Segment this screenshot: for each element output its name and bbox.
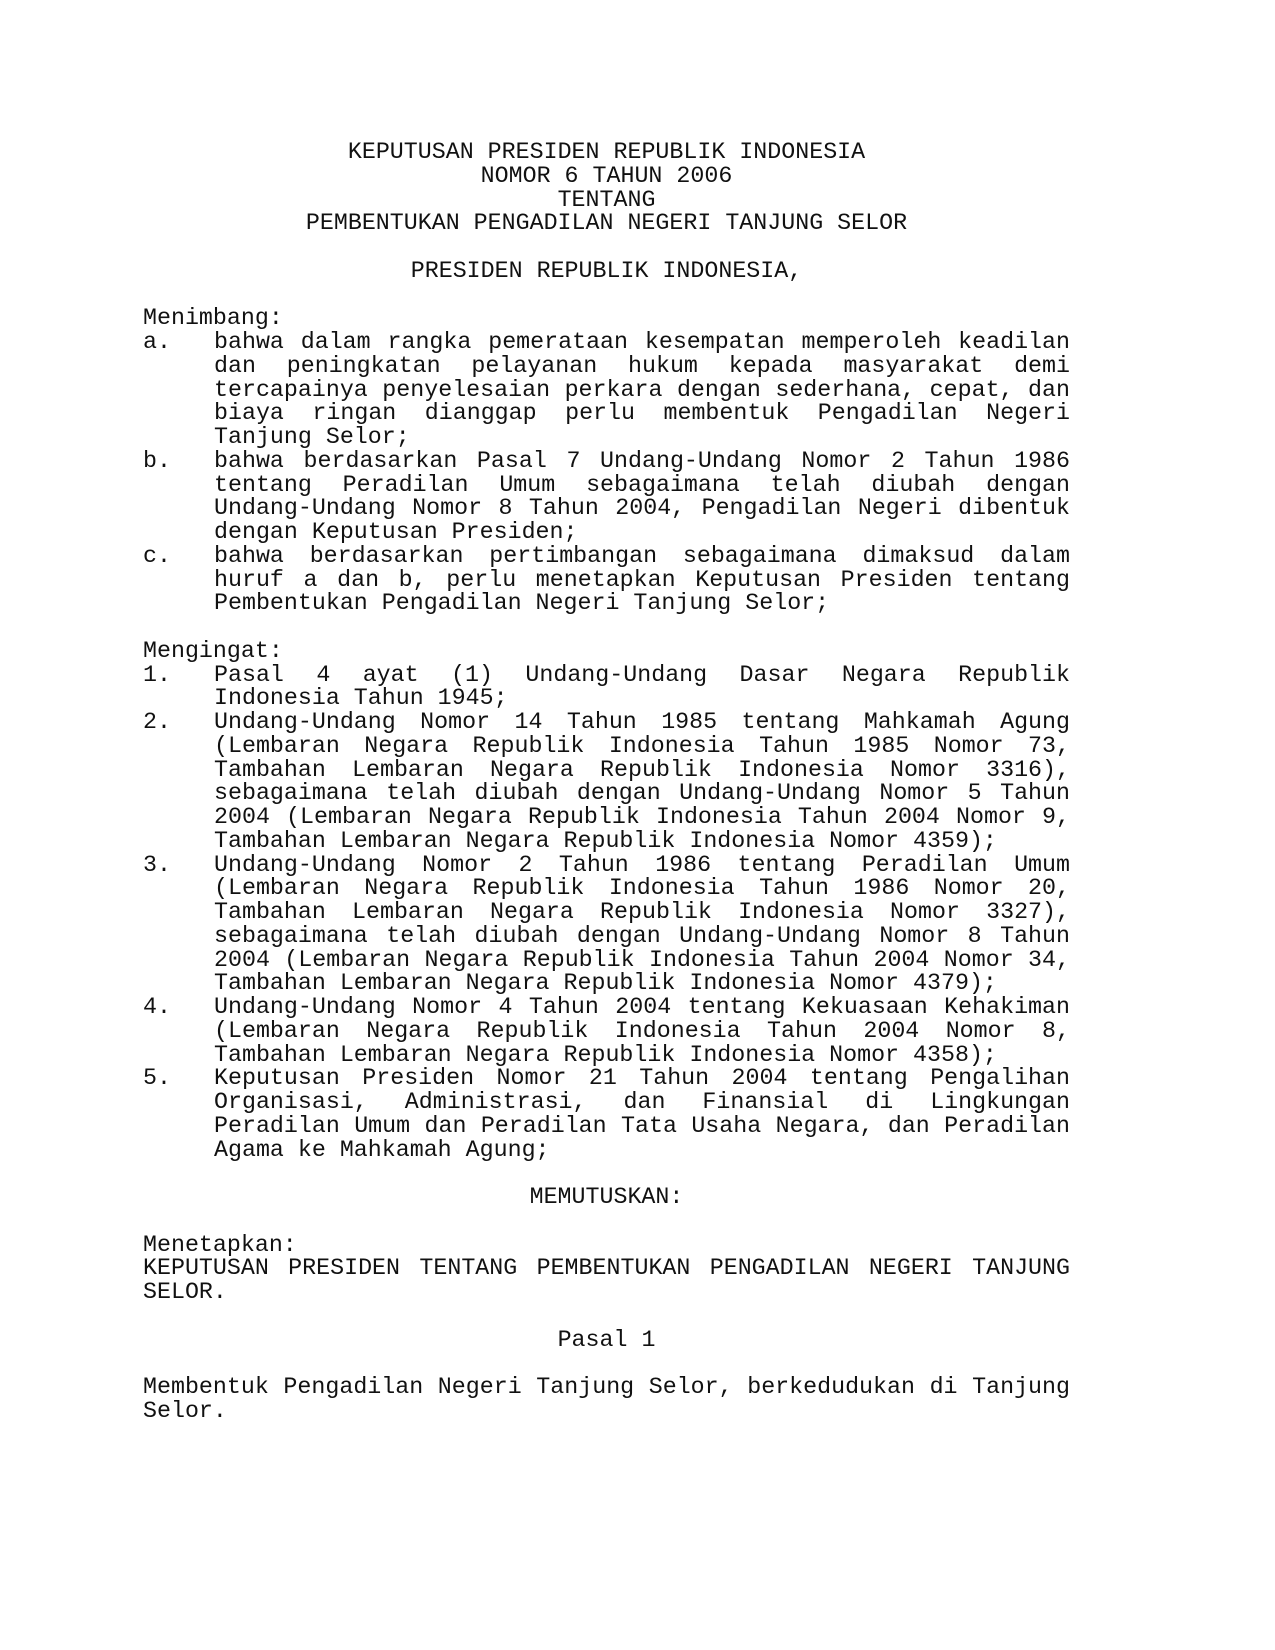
text-line: Undang-Undang Nomor 4 Tahun 2004 tentang Kekuasaan Kehakiman [214,994,1070,1020]
text-line: 2004 (Lembaran Negara Republik Indonesia Tahun 2004 Nomor 34, [214,946,1070,973]
text-line: Undang-Undang Nomor 2 Tahun 1986 tentang Peradilan Umum [214,851,1070,878]
item-text [214,1067,1070,1162]
mengingat-item-3 [143,851,1070,997]
mengingat-label: Mengingat: [143,637,283,664]
mengingat-item-5 [143,1067,1070,1162]
text-line: Indonesia Tahun 1945; [214,685,508,712]
item-text [214,711,1070,854]
mengingat-item-4 [143,996,1070,1067]
pasal-1-text [143,1376,1070,1424]
text-line: Tambahan Lembaran Negara Republik Indonesia Nomor 4358); [214,1041,997,1068]
item-marker: a. [143,329,171,355]
decree-document [143,141,1070,1424]
text-line: bahwa berdasarkan pertimbangan sebagaimana dimaksud dalam [214,542,1070,569]
text-line: SELOR. [143,1279,227,1305]
text-line: bahwa dalam rangka pemerataan kesempatan memperoleh keadilan [214,329,1070,355]
title-line-4: PEMBENTUKAN PENGADILAN NEGERI TANJUNG SELOR [305,210,908,237]
blank-line [143,1162,1070,1186]
text-line: Organisasi, Administrasi, dan Finansial di Lingkungan [214,1089,1070,1115]
mengingat-item-2 [143,711,1070,854]
item-marker: 5. [143,1065,171,1092]
blank-line [143,1352,1070,1376]
item-text [214,542,1070,617]
mengingat-item-1 [143,661,1070,712]
text-line: Membentuk Pengadilan Negeri Tanjung Selor, berkedudukan di Tanjung [143,1374,1070,1400]
text-line: sebagaimana telah diubah dengan Undang-Undang Nomor 8 Tahun [214,922,1070,949]
president-heading: PRESIDEN REPUBLIK INDONESIA, [410,257,803,284]
menimbang-item-b [143,447,1070,545]
text-line: Tambahan Lembaran Negara Republik Indonesia Nomor 3327), [214,899,1070,925]
item-marker: 3. [143,851,171,878]
text-line: 2004 (Lembaran Negara Republik Indonesia Tahun 2004 Nomor 9, [214,804,1070,830]
text-line: Tambahan Lembaran Negara Republik Indonesia Nomor 4379); [214,970,997,997]
menimbang-label: Menimbang: [143,305,283,332]
text-line: (Lembaran Negara Republik Indonesia Tahun 1985 Nomor 73, [214,732,1070,759]
text-line: bahwa berdasarkan Pasal 7 Undang-Undang Nomor 2 Tahun 1986 [214,447,1070,474]
title-line-2: NOMOR 6 TAHUN 2006 [480,162,733,189]
text-line: (Lembaran Negara Republik Indonesia Tahun 2004 Nomor 8, [214,1017,1070,1044]
text-line: Pembentukan Pengadilan Negeri Tanjung Selor; [214,590,830,617]
menimbang-item-a [143,331,1070,450]
text-line: Pasal 4 ayat (1) Undang-Undang Dasar Negara Republik [214,661,1070,688]
blank-line [143,1305,1070,1329]
item-text [214,996,1070,1067]
text-line: tercapainya penyelesaian perkara dengan sederhana, cepat, dan [214,376,1070,403]
item-marker: 1. [143,661,171,688]
item-marker: b. [143,447,171,474]
pasal-1-heading: Pasal 1 [557,1326,656,1353]
text-line: Undang-Undang Nomor 8 Tahun 2004, Pengadilan Negeri dibentuk [214,495,1070,522]
text-line: Peradilan Umum dan Peradilan Tata Usaha Negara, dan Peradilan [214,1112,1070,1139]
menetapkan-text [143,1257,1070,1305]
text-line: huruf a dan b, perlu menetapkan Keputusan Presiden tentang [214,566,1070,593]
item-marker: c. [143,542,171,569]
text-line: (Lembaran Negara Republik Indonesia Tahun 1986 Nomor 20, [214,875,1070,902]
menetapkan-label: Menetapkan: [143,1231,297,1258]
text-line: sebagaimana telah diubah dengan Undang-Undang Nomor 5 Tahun [214,780,1070,807]
item-text [214,331,1070,450]
text-line: tentang Peradilan Umum sebagaimana telah diubah dengan [214,471,1070,498]
blank-line [143,616,1070,640]
text-line: Tambahan Lembaran Negara Republik Indonesia Nomor 3316), [214,756,1070,783]
title-line-1: KEPUTUSAN PRESIDEN REPUBLIK INDONESIA [347,139,866,165]
text-line: dan peningkatan pelayanan hukum kepada masyarakat demi [214,352,1070,379]
item-marker: 4. [143,994,171,1020]
item-text [214,447,1070,545]
item-text [214,661,1070,712]
menimbang-item-c [143,542,1070,617]
memutuskan-heading: MEMUTUSKAN: [529,1184,684,1210]
text-line: Undang-Undang Nomor 14 Tahun 1985 tentang Mahkamah Agung [214,709,1070,735]
blank-line [143,1210,1070,1234]
item-text [214,851,1070,997]
text-line: biaya ringan dianggap perlu membentuk Pengadilan Negeri [214,400,1070,427]
item-marker: 2. [143,709,171,735]
text-line: Keputusan Presiden Nomor 21 Tahun 2004 tentang Pengalihan [214,1065,1070,1092]
blank-line [143,284,1070,308]
text-line: Tanjung Selor; [214,424,410,450]
title-line-3: TENTANG [557,186,656,213]
text-line: dengan Keputusan Presiden; [214,519,578,545]
text-line: Tambahan Lembaran Negara Republik Indonesia Nomor 4359); [214,827,997,854]
blank-line [143,236,1070,260]
text-line: Selor. [143,1397,227,1424]
text-line: KEPUTUSAN PRESIDEN TENTANG PEMBENTUKAN PENGADILAN NEGERI TANJUNG [143,1255,1070,1282]
text-line: Agama ke Mahkamah Agung; [214,1136,550,1163]
